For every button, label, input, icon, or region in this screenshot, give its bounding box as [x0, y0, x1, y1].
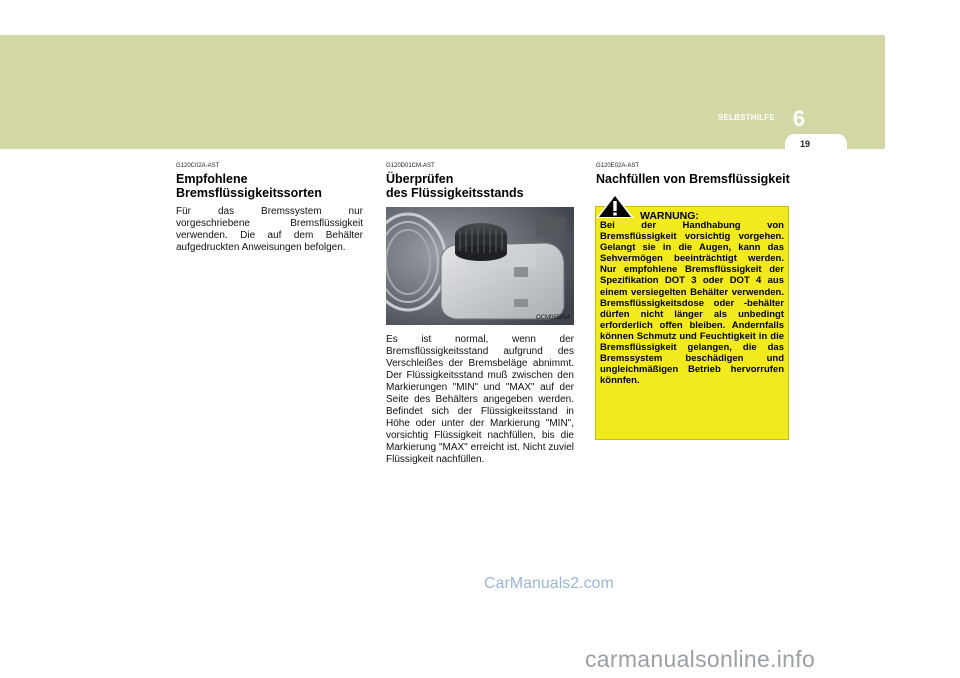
- warning-title: WARNUNG:: [640, 210, 699, 222]
- carmanualsonline-watermark: carmanualsonline.info: [585, 646, 816, 672]
- chapter-label: SELBSTHILFE: [718, 113, 775, 122]
- section-code: G120D01CM-AST: [386, 163, 435, 169]
- warning-triangle-icon: [595, 193, 635, 219]
- column-check-level: [386, 163, 574, 466]
- section-heading: [386, 172, 574, 200]
- section-body: Für das Bremssystem nur vorgeschriebene Bremsflüssigkeit verwenden. Die auf dem Behälter aufgedruckten Anweisungen befolgen.: [176, 206, 363, 253]
- section-heading: Nachfüllen von Bremsflüssigkeit: [596, 172, 790, 186]
- carmanuals-watermark: CarManuals2.com: [484, 575, 614, 592]
- warning-box: [595, 206, 789, 440]
- page-number: 19: [799, 139, 810, 149]
- section-body: Es ist normal, wenn der Bremsflüssigkeitsstand aufgrund des Verschleißes der Bremsbeläge abnimmt. Der Flüssigkeitsstand muß zwischen den Markierungen "MIN" und "MAX" auf der Seite des Behälters angegeben werden. Befindet sich der Flüssigkeitsstand in Höhe oder unter der Markierung "MIN", vorsichtig Flüssigkeit nachfüllen, bis die Markierung "MAX" erreicht ist. Nicht zuviel Flüssigkeit nachfüllen.: [386, 334, 574, 465]
- section-code: G120E02A-AST: [596, 163, 640, 169]
- chapter-number: 6: [792, 106, 806, 131]
- column-refill: [596, 163, 790, 186]
- heading-line: des Flüssigkeitsstands: [386, 186, 524, 200]
- image-caption: OCM055014: [535, 315, 570, 321]
- heading-line: Bremsflüssigkeitssorten: [176, 186, 322, 200]
- heading-line: Überprüfen: [386, 172, 454, 186]
- section-code: G120C02A-AST: [176, 163, 220, 169]
- column-recommended-fluid: [176, 163, 363, 254]
- section-heading: [176, 172, 363, 200]
- warning-text: Bei der Handhabung von Bremsflüssigkeit vorsichtig vorgehen. Gelangt sie in die Augen, kann das Sehvermögen beeinträchtigt werden. Nur empfohlene Bremsflüssigkeit der Spezifikation DOT 3 oder DOT 4 aus einem versiegelten Behälter verwenden. Bremsflüssigkeitsdose oder -behälter dürfen nicht länger als unbedingt erforderlich offen bleiben. Andernfalls können Schmutz und Feuchtigkeit in die Bremsflüssigkeit gelangen, die das Bremssystem beschädigen und ungleichmäßigen Betrieb hervorrufen könnfen.: [600, 220, 784, 387]
- brake-fluid-reservoir-photo: [386, 207, 574, 325]
- heading-line: Empfohlene: [176, 172, 248, 186]
- reservoir-illustration: [386, 207, 574, 325]
- header-band: [0, 35, 885, 149]
